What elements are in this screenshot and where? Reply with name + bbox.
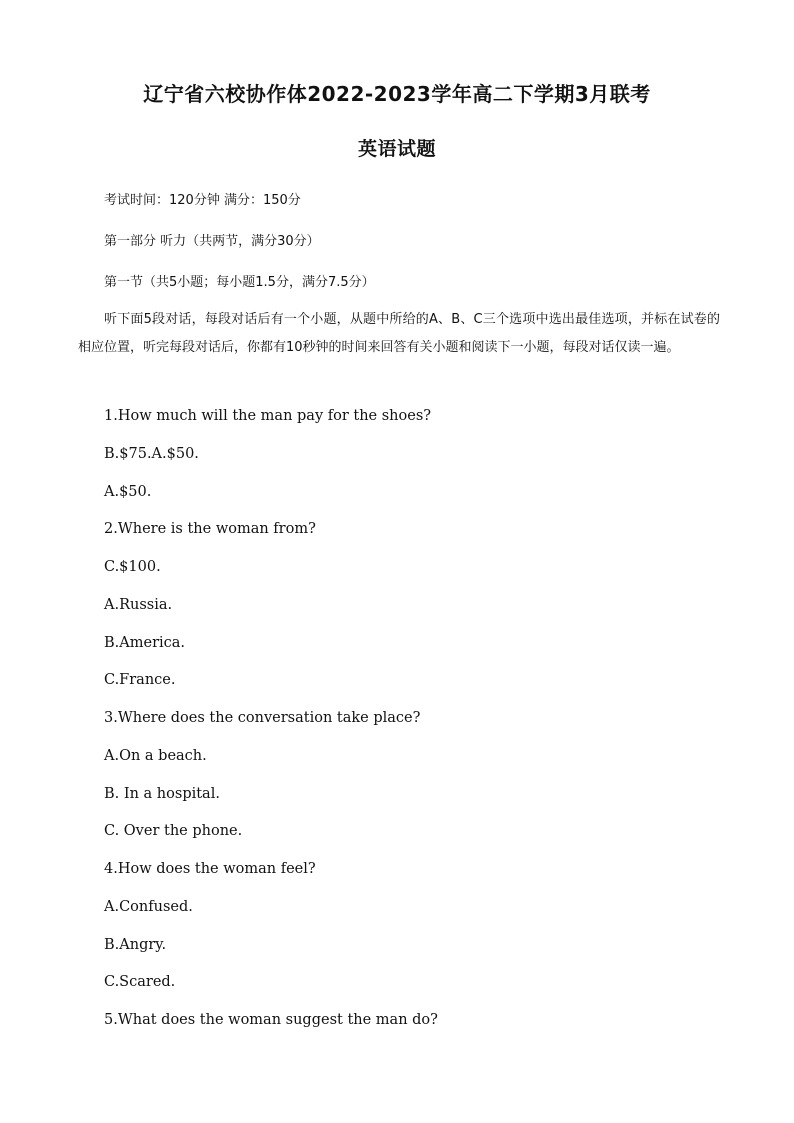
section-heading: 第一节（共5小题；每小题1.5分，满分7.5分） — [104, 275, 375, 290]
exam-info: 考试时间：120分钟 满分：150分 — [104, 193, 301, 208]
question-line: 1.How much will the man pay for the shoes? — [104, 408, 432, 424]
option-line: A.On a beach. — [104, 748, 207, 764]
document-subtitle: 英语试题 — [357, 138, 436, 160]
question-line: 5.What does the woman suggest the man do? — [104, 1012, 438, 1028]
part-heading: 第一部分 听力（共两节，满分30分） — [104, 234, 320, 249]
option-line: C. Over the phone. — [104, 823, 243, 839]
option-line: B.America. — [104, 635, 186, 651]
instructions-paragraph: 听下面5段对话，每段对话后有一个小题，从题中所给的A、B、C三个选项中选出最佳选项，并标在试卷的相应位置，听完每段对话后，你都有10秒钟的时间来回答有关小题和阅读下一小题，每段对话仅读一遍。 — [78, 312, 720, 355]
option-line: A.Russia. — [104, 597, 173, 613]
document-title: 辽宁省六校协作体2022-2023学年高二下学期3月联考 — [143, 82, 651, 106]
option-line: C.France. — [104, 672, 176, 688]
option-line: B.Angry. — [104, 937, 167, 953]
option-line: A.$50. — [104, 484, 152, 500]
option-line: B.$75.A.$50. — [104, 446, 199, 462]
option-line: B. In a hospital. — [104, 786, 220, 802]
question-line: 2.Where is the woman from? — [104, 521, 316, 537]
option-line: A.Confused. — [104, 899, 193, 915]
question-line: 3.Where does the conversation take place? — [104, 710, 421, 726]
option-line: C.$100. — [104, 559, 161, 575]
option-line: C.Scared. — [104, 974, 176, 990]
question-line: 4.How does the woman feel? — [104, 861, 316, 877]
